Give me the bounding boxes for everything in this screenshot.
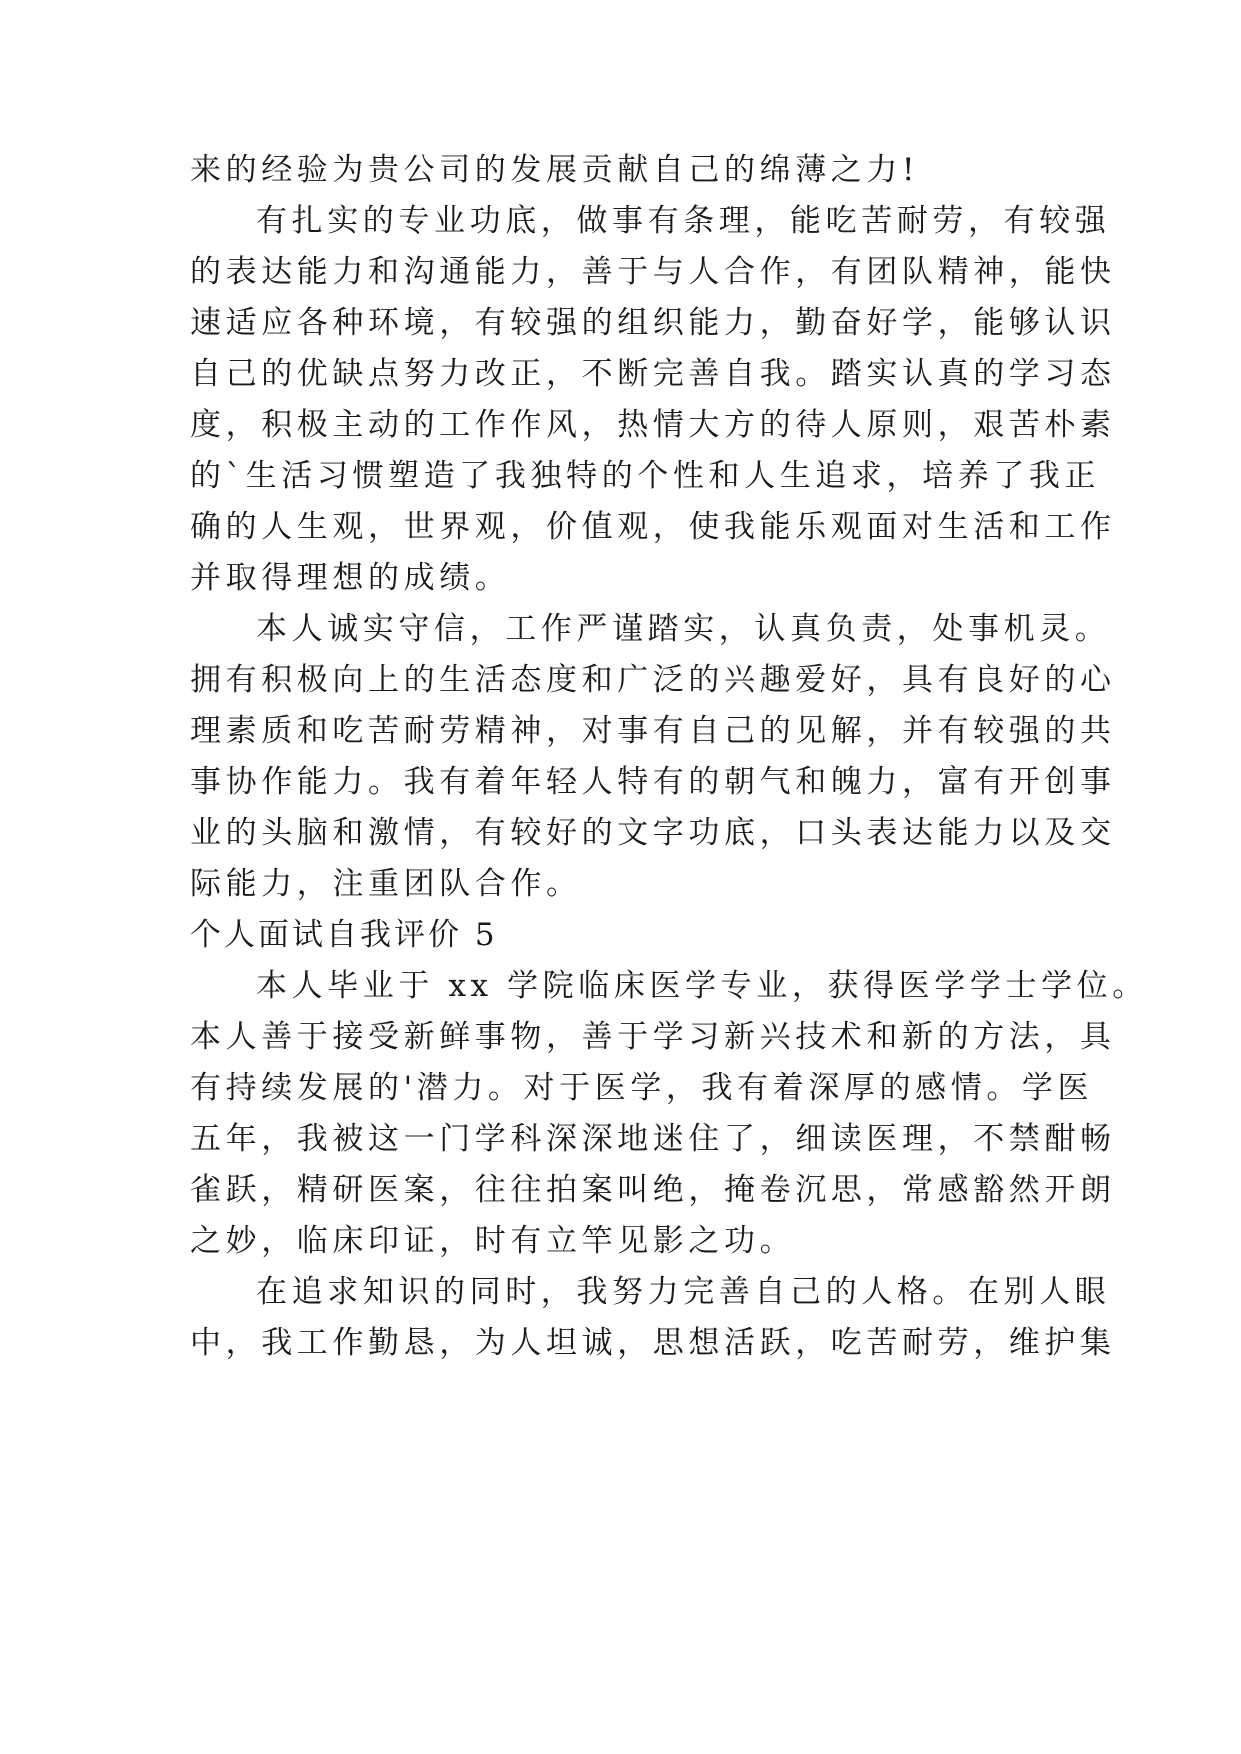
text-line: 事协作能力。我有着年轻人特有的朝气和魄力，富有开创事 (190, 764, 1116, 800)
text-line: 五年，我被这一门学科深深地迷住了，细读医理，不禁酣畅 (190, 1121, 1116, 1157)
text-line: 来的经验为贵公司的发展贡献自己的绵薄之力! (190, 152, 920, 188)
text-line: 中，我工作勤恳，为人坦诚，思想活跃，吃苦耐劳，维护集 (190, 1325, 1116, 1361)
text-line: 雀跃，精研医案，往往拍案叫绝，掩卷沉思，常感豁然开朗 (190, 1172, 1116, 1208)
text-line: 拥有积极向上的生活态度和广泛的兴趣爱好，具有良好的心 (190, 662, 1116, 698)
text-line: 速适应各种环境，有较强的组织能力，勤奋好学，能够认识 (190, 305, 1116, 341)
text-line: 之妙，临床印证，时有立竿见影之功。 (190, 1223, 796, 1259)
text-line: 业的头脑和激情，有较好的文字功底，口头表达能力以及交 (190, 815, 1116, 851)
text-line: 确的人生观，世界观，价值观，使我能乐观面对生活和工作 (190, 509, 1116, 545)
section-heading: 个人面试自我评价 5 (190, 917, 498, 953)
text-line: 的表达能力和沟通能力，善于与人合作，有团队精神，能快 (190, 254, 1116, 290)
text-line: 并取得理想的成绩。 (190, 560, 511, 596)
text-line: 的`生活习惯塑造了我独特的个性和人生追求，培养了我正 (190, 458, 1101, 494)
text-line: 际能力，注重团队合作。 (190, 866, 582, 902)
paragraph-start: 在追求知识的同时，我努力完善自己的人格。在别人眼 (256, 1274, 1111, 1310)
text-line: 理素质和吃苦耐劳精神，对事有自己的见解，并有较强的共 (190, 713, 1116, 749)
text-line: 自己的优缺点努力改正，不断完善自我。踏实认真的学习态 (190, 356, 1116, 392)
paragraph-start: 本人毕业于 xx 学院临床医学专业，获得医学学士学位。 (256, 968, 1148, 1004)
text-line: 度，积极主动的工作作风，热情大方的待人原则，艰苦朴素 (190, 407, 1116, 443)
paragraph-start: 有扎实的专业功底，做事有条理，能吃苦耐劳，有较强 (256, 203, 1111, 239)
text-line: 有持续发展的'潜力。对于医学，我有着深厚的感情。学医 (190, 1070, 1094, 1106)
text-line: 本人善于接受新鲜事物，善于学习新兴技术和新的方法，具 (190, 1019, 1116, 1055)
paragraph-start: 本人诚实守信，工作严谨踏实，认真负责，处事机灵。 (256, 611, 1111, 647)
